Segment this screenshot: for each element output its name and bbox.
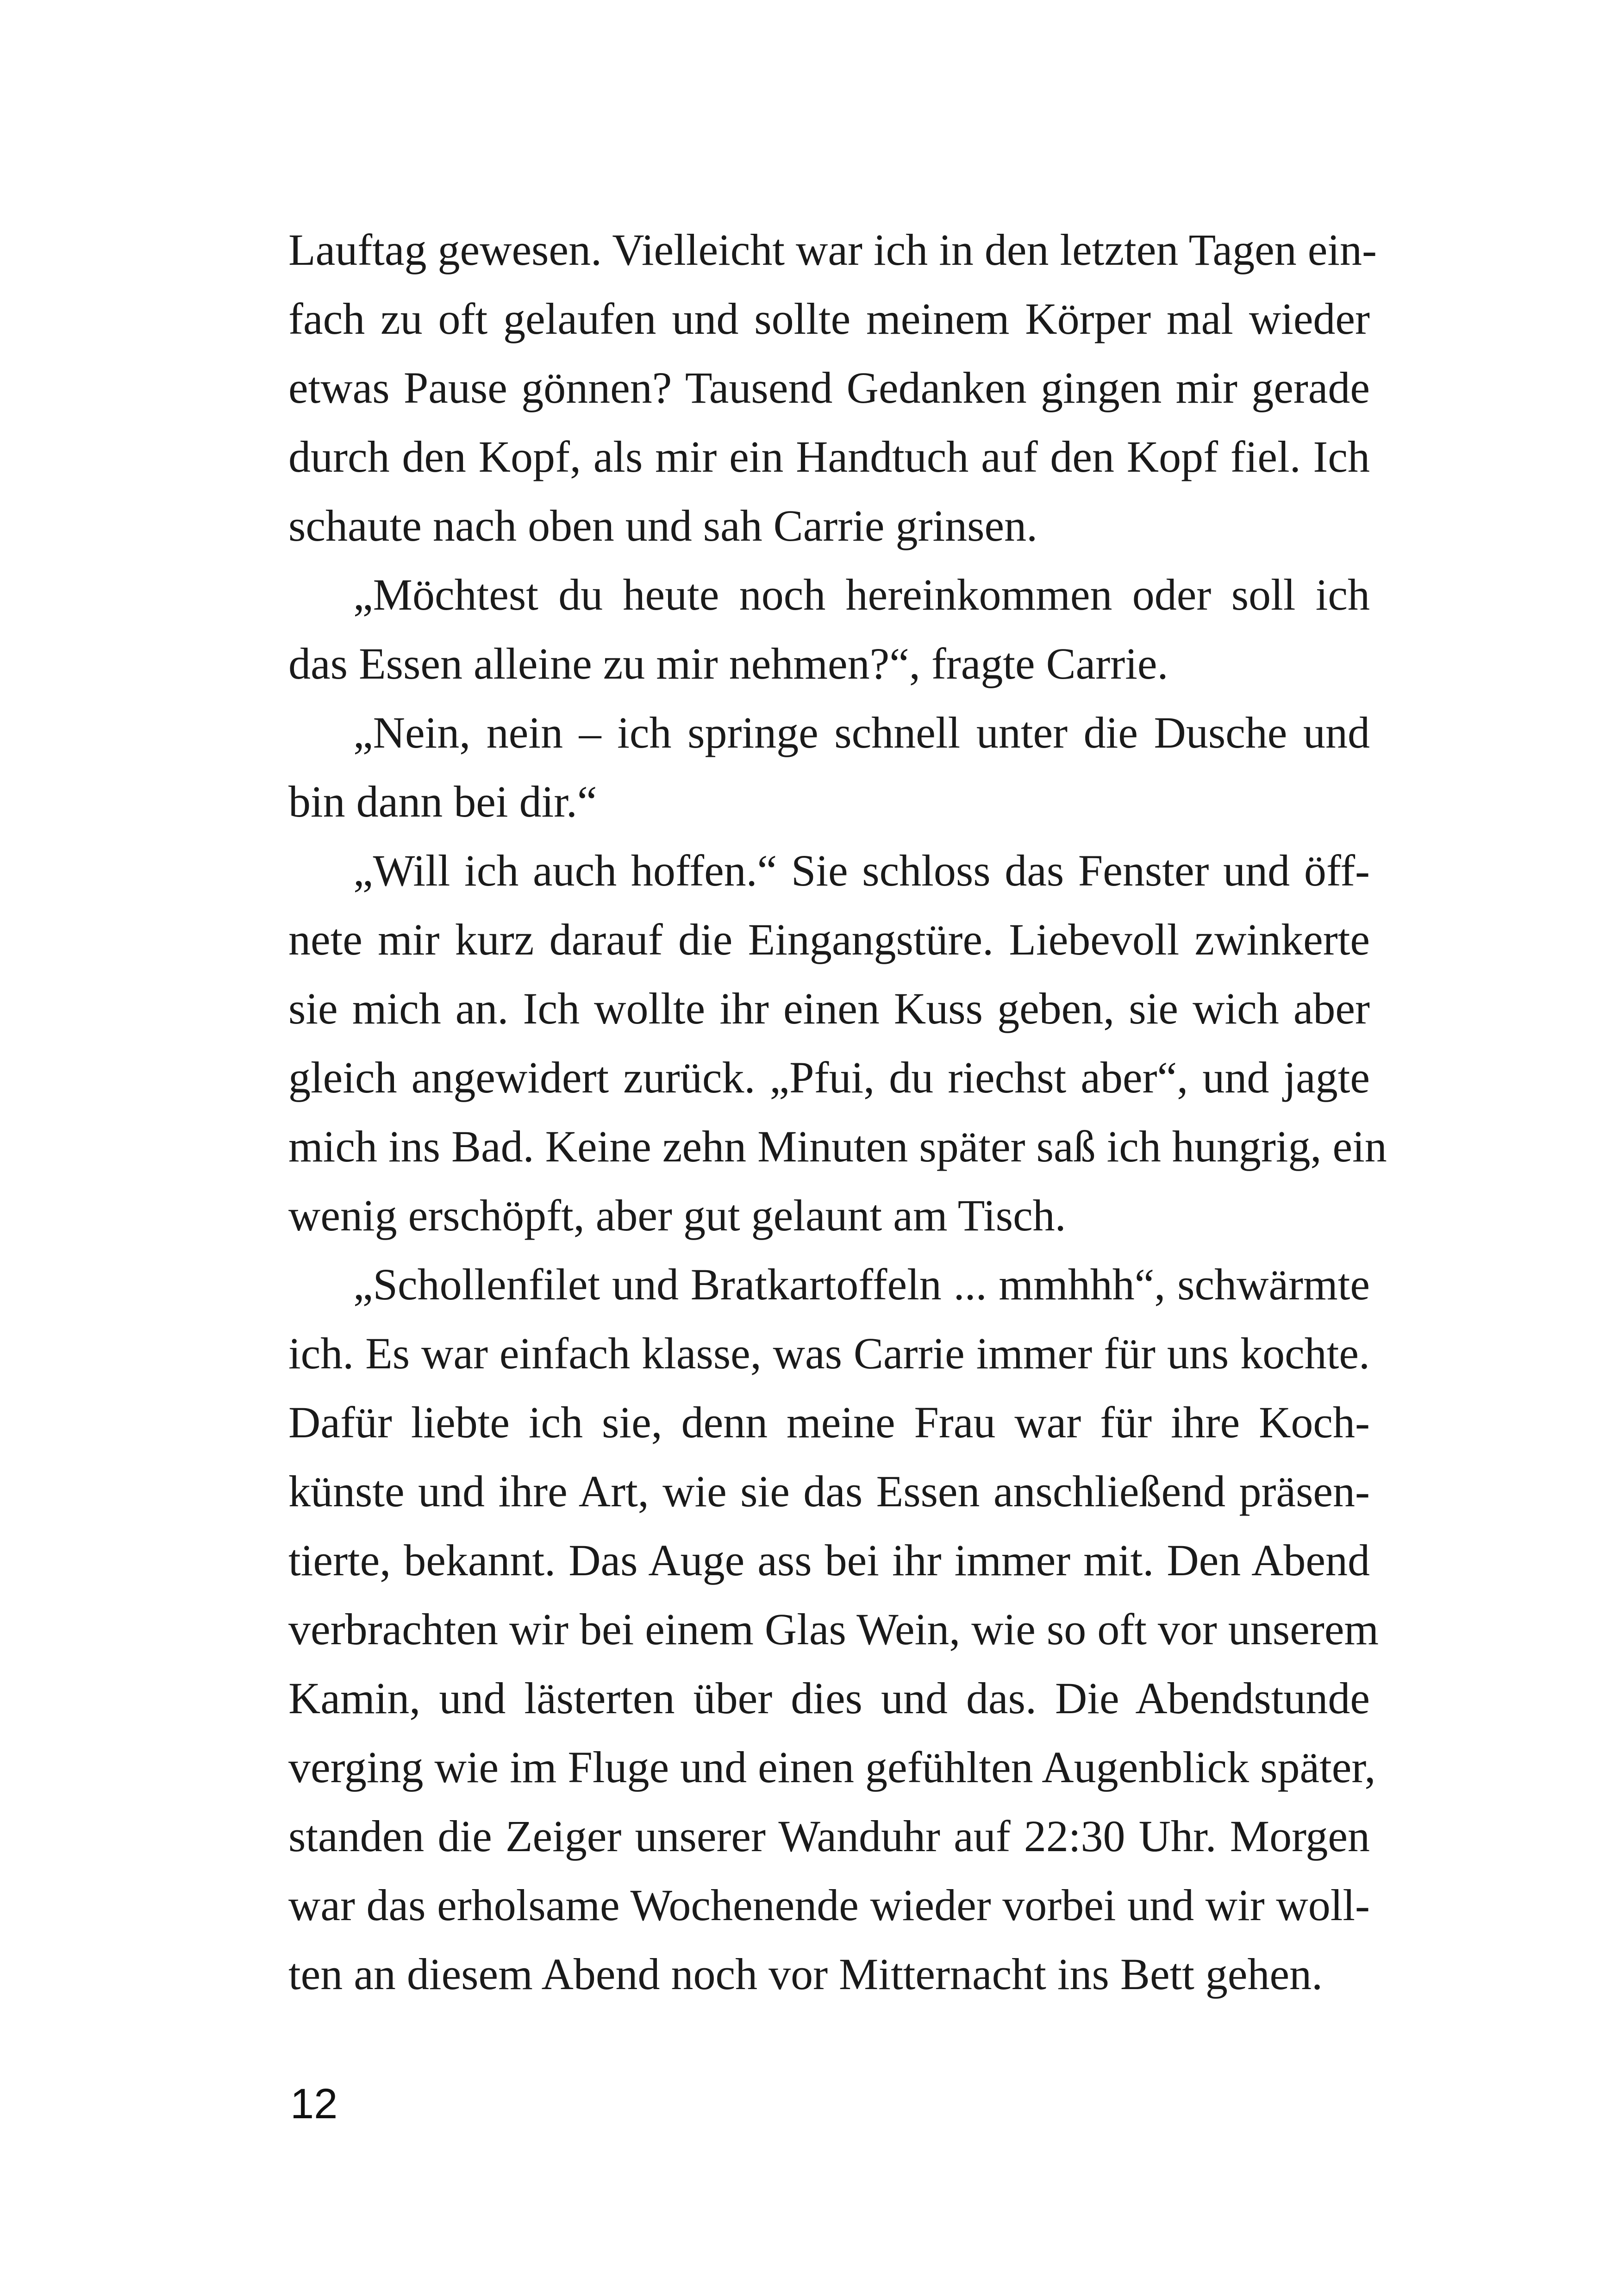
text-line: „Nein, nein – ich springe schnell unter die Dusche und: [353, 708, 1370, 757]
text-line: bin dann bei dir.“: [288, 777, 597, 826]
text-line: verging wie im Fluge und einen gefühlten Augenblick später,: [288, 1742, 1376, 1792]
text-line: das Essen alleine zu mir nehmen?“, fragte Carrie.: [288, 639, 1168, 688]
body-text: [288, 215, 1387, 2009]
text-line: Kamin, und lästerten über dies und das. Die Abendstunde: [288, 1673, 1370, 1723]
text-line: tierte, bekannt. Das Auge ass bei ihr immer mit. Den Abend: [288, 1535, 1370, 1585]
text-line: „Möchtest du heute noch hereinkommen oder soll ich: [353, 570, 1370, 619]
text-line: fach zu oft gelaufen und sollte meinem Körper mal wieder: [288, 294, 1370, 343]
page-number: 12: [290, 2080, 338, 2128]
text-line: nete mir kurz darauf die Eingangstüre. Liebevoll zwinkerte: [288, 915, 1370, 964]
text-line: gleich angewidert zurück. „Pfui, du riechst aber“, und jagte: [288, 1053, 1370, 1102]
text-line: durch den Kopf, als mir ein Handtuch auf den Kopf fiel. Ich: [288, 432, 1370, 481]
text-line: Lauftag gewesen. Vielleicht war ich in den letzten Tagen ein-: [288, 225, 1377, 275]
text-line: Dafür liebte ich sie, denn meine Frau war für ihre Koch-: [288, 1398, 1370, 1447]
text-line: ich. Es war einfach klasse, was Carrie immer für uns kochte.: [288, 1329, 1370, 1378]
text-line: sie mich an. Ich wollte ihr einen Kuss geben, sie wich aber: [288, 984, 1370, 1033]
text-line: etwas Pause gönnen? Tausend Gedanken gingen mir gerade: [288, 363, 1370, 412]
text-line: mich ins Bad. Keine zehn Minuten später saß ich hungrig, ein: [288, 1122, 1387, 1171]
text-line: wenig erschöpft, aber gut gelaunt am Tisch.: [288, 1191, 1066, 1240]
text-line: ten an diesem Abend noch vor Mitternacht ins Bett gehen.: [288, 1949, 1323, 1999]
text-line: schaute nach oben und sah Carrie grinsen.: [288, 501, 1038, 550]
text-line: verbrachten wir bei einem Glas Wein, wie so oft vor unserem: [288, 1604, 1379, 1654]
text-line: „Schollenfilet und Bratkartoffeln ... mmhhh“, schwärmte: [353, 1260, 1370, 1309]
text-line: „Will ich auch hoffen.“ Sie schloss das Fenster und öff-: [353, 846, 1370, 895]
text-line: standen die Zeiger unserer Wanduhr auf 22:30 Uhr. Morgen: [288, 1811, 1370, 1861]
text-line: künste und ihre Art, wie sie das Essen anschließend präsen-: [288, 1466, 1370, 1516]
text-line: war das erholsame Wochenende wieder vorbei und wir woll-: [288, 1880, 1370, 1930]
